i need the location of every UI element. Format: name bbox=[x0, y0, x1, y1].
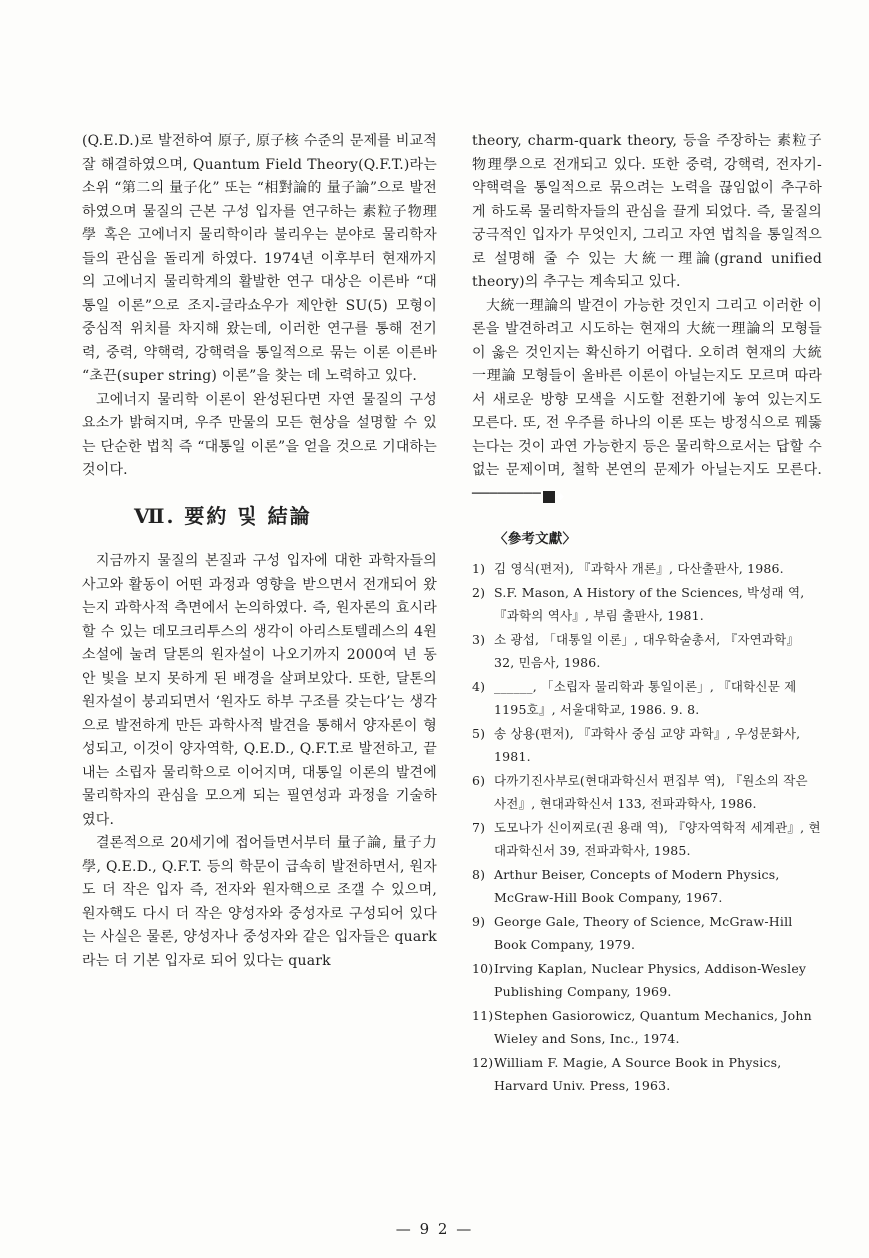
reference-item bbox=[472, 1005, 822, 1050]
reference-text: Irving Kaplan, Nuclear Physics, Addison-Wesley Publishing Company, 1969. bbox=[494, 961, 807, 999]
reference-item bbox=[472, 629, 822, 674]
reference-text: George Gale, Theory of Science, McGraw-Hill Book Company, 1979. bbox=[494, 914, 793, 952]
reference-number: 11) bbox=[472, 1008, 494, 1023]
reference-text: 김 영식(편저), 『과학사 개론』, 다산출판사, 1986. bbox=[494, 560, 784, 576]
reference-text: William F. Magie, A Source Book in Physics, Harvard Univ. Press, 1963. bbox=[494, 1055, 782, 1093]
reference-number: 7) bbox=[472, 820, 486, 835]
reference-number: 6) bbox=[472, 773, 486, 788]
reference-number: 1) bbox=[472, 560, 486, 576]
reference-text: ______, 「소립자 물리학과 통일이론」, 『대학신문 제1195호』, 서울대학교, 1986. 9. 8. bbox=[494, 679, 797, 717]
references-list bbox=[472, 558, 822, 1098]
reference-text: 소 광섭, 「대통일 이론」, 대우학술총서, 『자연과학』 32, 민음사, 1986. bbox=[494, 632, 800, 670]
reference-item bbox=[472, 817, 822, 862]
body-paragraph: 결론적으로 20세기에 접어들면서부터 量子論, 量子力學, Q.E.D., Q.F.T. 등의 학문이 급속히 발전하면서, 원자도 더 작은 입자 즉, 전자와 원자핵으로 조갤 수 있으며, 원자핵도 다시 더 작은 양성자와 중성자로 구성되어 있다는 사실은 물론, 양성자나 중성자와 같은 입자들은 quark라는 더 기본 입자로 되어 있다는 quark bbox=[82, 835, 437, 969]
body-paragraph: theory, charm-quark theory, 등을 주장하는 素粒子物理學으로 전개되고 있다. 또한 중력, 강핵력, 전자기-약핵력을 통일적으로 묶으려는 노력을 끊임없이 추구하게 하도록 물리학자들의 관심을 끌게 되었다. 즉, 물질의 궁극적인 입자가 무엇인지, 그리고 자연 법칙을 통일적으로 설명해 줄 수 있는 大統一理論(grand unified theory)의 추구는 계속되고 있다. bbox=[472, 133, 822, 290]
section-heading: Ⅶ. 要約 및 結論 bbox=[134, 503, 312, 528]
references-title: 〈參考文獻〉 bbox=[494, 531, 577, 547]
reference-item bbox=[472, 676, 822, 721]
reference-item bbox=[472, 911, 822, 956]
body-paragraph: 고에너지 물리학 이론이 완성된다면 자연 물질의 구성 요소가 밝혀지며, 우주 만물의 모든 현상을 설명할 수 있는 단순한 법칙 즉 “대통일 이론”을 얻을 것으로 기대하는 것이다. bbox=[82, 391, 437, 478]
left-column bbox=[82, 130, 437, 973]
reference-item bbox=[472, 1052, 822, 1097]
reference-number: 12) bbox=[472, 1055, 494, 1070]
reference-text: 다까기진사부로(현대과학신서 편집부 역), 『원소의 작은 사전』, 현대과학신서 133, 전파과학사, 1986. bbox=[494, 773, 808, 811]
reference-text: 도모나가 신이찌로(권 용래 역), 『양자역학적 세계관』, 현대과학신서 39, 전파과학사, 1985. bbox=[494, 820, 821, 858]
reference-text: Stephen Gasiorowicz, Quantum Mechanics, John Wieley and Sons, Inc., 1974. bbox=[494, 1008, 812, 1046]
end-mark-icon: ◆ bbox=[543, 491, 555, 503]
body-paragraph: (Q.E.D.)로 발전하여 原子, 原子核 수준의 문제를 비교적 잘 해결하였으며, Quantum Field Theory(Q.F.T.)라는 소위 “第二의 量子化” 또는 “相對論的 量子論”으로 발전하였으며 물질의 근본 구성 입자를 연구하는 素粒子物理學 혹은 고에너지 물리학이라 불리우는 분야로 물리학자들의 관심을 돌리게 하였다. 1974년 이후부터 현재까지의 고에너지 물리학계의 활발한 연구 대상은 이른바 “대통일 이론”으로 조지-글라쇼우가 제안한 SU(5) 모형이 중심적 위치를 차지해 왔는데, 이러한 연구를 통해 전기력, 중력, 약핵력, 강핵력을 통일적으로 묶는 이론 이른바 “초끈(super string) 이론”을 찾는 데 노력하고 있다. bbox=[82, 133, 437, 384]
reference-text: S.F. Mason, A History of the Sciences, 박성래 역, 『과학의 역사』, 부림 출판사, 1981. bbox=[494, 585, 805, 623]
reference-number: 10) bbox=[472, 961, 494, 976]
reference-item bbox=[472, 864, 822, 909]
reference-item bbox=[472, 770, 822, 815]
reference-item bbox=[472, 582, 822, 627]
reference-number: 2) bbox=[472, 585, 486, 600]
reference-item bbox=[472, 558, 822, 581]
page-number: — 9 2 — bbox=[395, 1220, 474, 1238]
reference-number: 4) bbox=[472, 679, 486, 694]
reference-number: 3) bbox=[472, 632, 486, 647]
reference-number: 8) bbox=[472, 867, 486, 882]
reference-number: 5) bbox=[472, 726, 486, 741]
reference-item bbox=[472, 723, 822, 768]
right-column bbox=[472, 130, 822, 1099]
body-paragraph bbox=[472, 295, 822, 507]
closing-text: 大統一理論의 발견이 가능한 것인지 그리고 이러한 이론을 발견하려고 시도하는 현재의 大統一理論의 모형들이 옳은 것인지는 확신하기 어렵다. 오히려 현재의 大統一理論 모형들이 올바른 이론이 아닐는지도 모르며 따라서 새로운 방향 모색을 시도할 전환기에 놓여 있는지도 모른다. 또, 전 우주를 하나의 이론 또는 방정식으로 꿰뚫는다는 것이 과연 가능한지 등은 물리학으로서는 답할 수 없는 문제이며, 철학 본연의 문제가 아닐는지도 모른다. ──────── bbox=[472, 297, 822, 502]
reference-number: 9) bbox=[472, 914, 486, 929]
reference-text: 송 상용(편저), 『과학사 중심 교양 과학』, 우성문화사, 1981. bbox=[494, 726, 801, 764]
reference-item bbox=[472, 958, 822, 1003]
reference-text: Arthur Beiser, Concepts of Modern Physics, McGraw-Hill Book Company, 1967. bbox=[494, 867, 780, 905]
body-paragraph: 지금까지 물질의 본질과 구성 입자에 대한 과학자들의 사고와 활동이 어떤 과정과 영향을 받으면서 전개되어 왔는지 과학사적 측면에서 논의하였다. 즉, 원자론의 효시라 할 수 있는 데모크리투스의 생각이 아리스토텔레스의 4원소설에 눌려 달톤의 원자설이 나오기까지 2000여 년 동안 빛을 보지 못하게 된 배경을 살펴보았다. 또한, 달톤의 원자설이 붕괴되면서 ‘원자도 하부 구조를 갖는다’는 생각으로 발전하게 만든 과학사적 발견을 통해서 양자론이 형성되고, 이것이 양자역학, Q.E.D., Q.F.T.로 발전하고, 끝내는 소립자 물리학으로 이어지며, 대통일 이론의 발견에 물리학자의 관심을 모으게 되는 필연성과 과정을 기술하였다. bbox=[82, 553, 437, 828]
